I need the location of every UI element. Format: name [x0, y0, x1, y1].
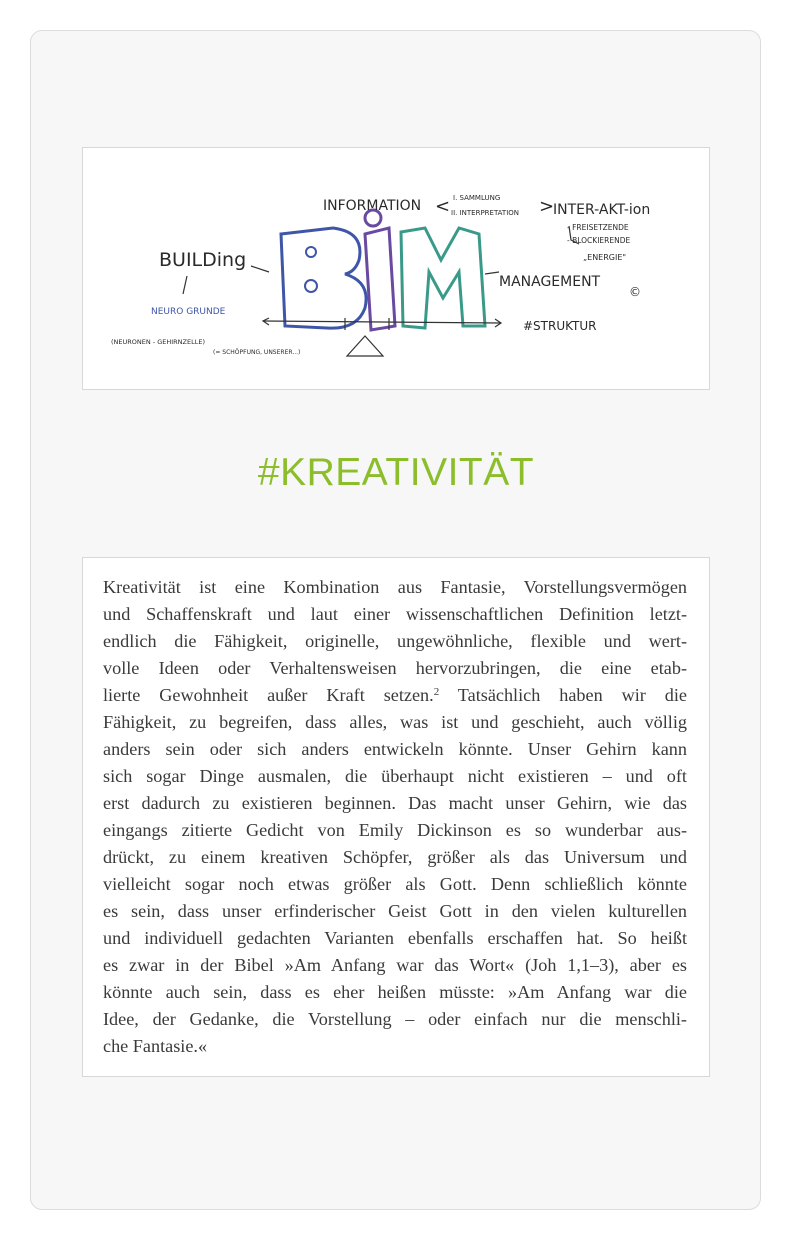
- neuro-word: NEURO GRUNDE: [151, 307, 226, 317]
- text-line: volle Ideen oder Verhaltensweisen hervorzubringen, die eine etab-: [103, 658, 687, 678]
- management-word: MANAGEMENT: [499, 274, 601, 290]
- text-line: es zwar in der Bibel »Am Anfang war das Wort« (Joh 1,1–3), aber es: [103, 955, 687, 975]
- text-line: [103, 682, 687, 709]
- schoepfung-word: (= SCHÖPFUNG, UNSERER...): [213, 349, 301, 356]
- text-line-part: Tatsächlich haben wir die: [439, 685, 687, 705]
- text-line: und individuell gedachten Varianten ebenfalls erschaffen hat. So heißt: [103, 928, 687, 948]
- bim-letters: [281, 210, 485, 330]
- text-line: könnte auch sein, dass es eher heißen müsste: »Am Anfang war die: [103, 982, 687, 1002]
- text-line: erst dadurch zu existieren beginnen. Das macht unser Gehirn, wie das: [103, 793, 687, 813]
- management-connector: [485, 272, 499, 274]
- tent-symbol: [347, 336, 383, 356]
- text-line: drückt, zu einem kreativen Schöpfer, größer als das Universum und: [103, 847, 687, 867]
- sketch-lines: [183, 226, 579, 356]
- letter-m-shape: [401, 228, 485, 328]
- building-connector: [251, 266, 269, 272]
- text-line: eingangs zitierte Gedicht von Emily Dickinson es so wunderbar aus-: [103, 820, 687, 840]
- body-text-box: [82, 557, 710, 1077]
- timeline-arrow: [263, 321, 501, 323]
- text-line: und Schaffenskraft und laut einer wissenschaftlichen Definition letzt-: [103, 604, 687, 624]
- b-hole-bottom: [305, 280, 317, 292]
- information-word: INFORMATION: [323, 198, 422, 214]
- sammlung-word: I. SAMMLUNG: [453, 194, 501, 202]
- bracket-right: >: [539, 196, 555, 217]
- text-line: es sein, dass unser erfinderischer Geist Gott in den vielen kulturellen: [103, 901, 687, 921]
- letter-b-shape: [281, 228, 366, 328]
- bim-sketch-image: [83, 148, 710, 390]
- interaktion-word: INTER-AKT-ion: [553, 202, 651, 218]
- interpretation-word: II. INTERPRETATION: [451, 209, 520, 217]
- b-hole-top: [306, 247, 316, 257]
- text-line: endlich die Fähigkeit, originelle, ungewöhnliche, flexible und wert-: [103, 631, 687, 651]
- bim-sketch-figure: [82, 147, 710, 390]
- text-line: Idee, der Gedanke, die Vorstellung – oder einfach nur die menschli-: [103, 1009, 687, 1029]
- text-line: Kreativität ist eine Kombination aus Fantasie, Vorstellungsvermögen: [103, 577, 687, 597]
- bracket-left: <: [435, 196, 451, 217]
- letter-i-shape: [365, 228, 395, 330]
- footnote-marker: 2: [433, 686, 440, 698]
- text-line-part: lierte Gewohnheit außer Kraft setzen.: [103, 685, 434, 705]
- freisetzende-word: - FREISETZENDE: [567, 223, 629, 232]
- text-line: Fähigkeit, zu begreifen, dass alles, was ist und geschieht, auch völlig: [103, 712, 687, 732]
- struktur-word: #STRUKTUR: [523, 319, 597, 333]
- text-line: che Fantasie.«: [103, 1036, 208, 1056]
- text-line: vielleicht sogar noch etwas größer als Gott. Denn schließlich könnte: [103, 874, 687, 894]
- blockierende-word: - BLOCKIERENDE: [567, 236, 631, 245]
- copyright-mark: ©: [629, 285, 641, 299]
- neuro-connector: [183, 276, 187, 294]
- text-line: sich sogar Dinge ausmalen, die überhaupt nicht existieren – und oft: [103, 766, 687, 786]
- building-word: BUILDing: [159, 249, 247, 271]
- text-line: anders sein oder sich anders entwickeln könnte. Unser Gehirn kann: [103, 739, 687, 759]
- energie-word: „ENERGIE": [583, 253, 627, 262]
- neuronen-word: (NEURONEN - GEHIRNZELLE): [111, 338, 205, 346]
- section-heading: #KREATIVITÄT: [257, 451, 535, 494]
